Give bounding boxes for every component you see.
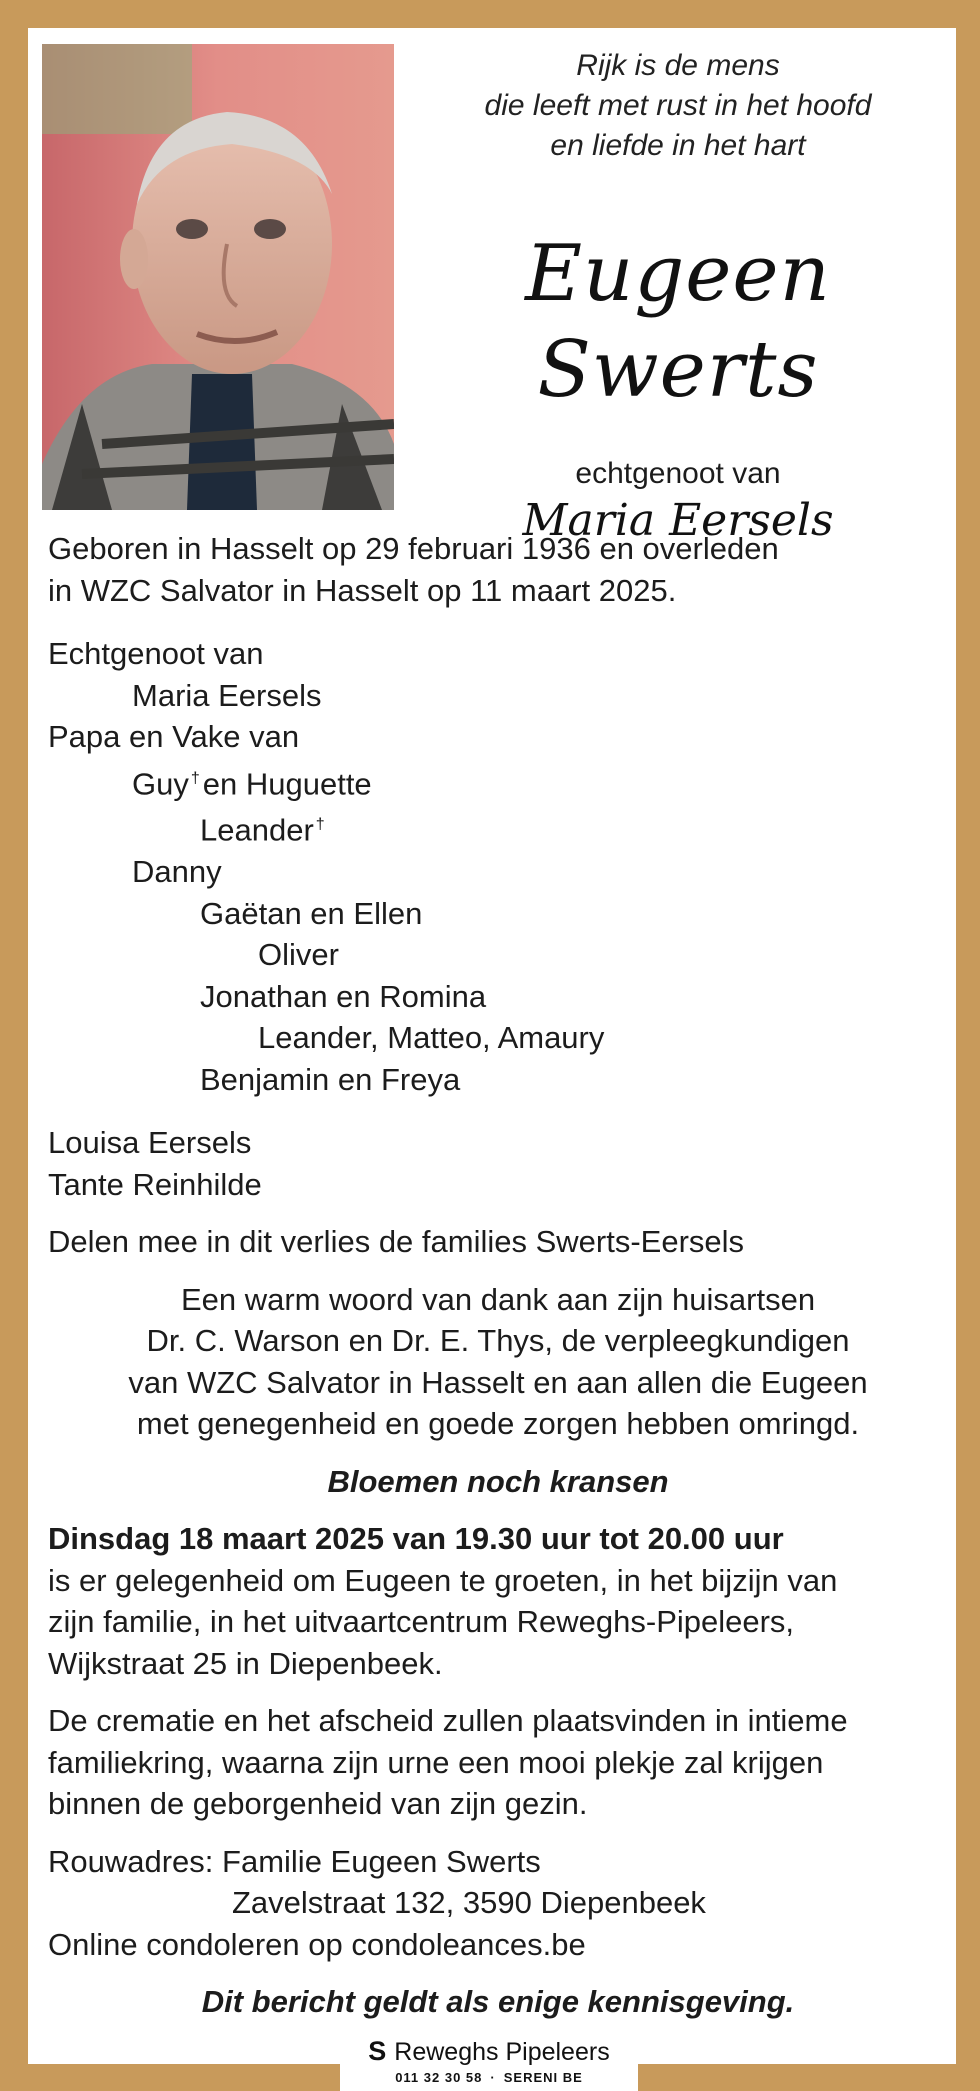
family-greatgrandchild-oliver: Oliver — [258, 937, 339, 973]
text-line: binnen de geborgenheid van zijn gezin. — [48, 1786, 588, 1822]
address-label: Rouwadres: Familie Eugeen Swerts — [48, 1843, 541, 1879]
family-child-guy — [48, 758, 948, 805]
text-line: Dr. C. Warson en Dr. E. Thys, de verpleegkundigen — [146, 1323, 850, 1359]
family-child-danny: Danny — [132, 854, 222, 890]
network-name: SERENI BE — [503, 2070, 583, 2085]
funeral-home-name: Reweghs Pipeleers — [394, 2038, 610, 2066]
cremation-text — [48, 1700, 948, 1825]
relative-name: Tante Reinhilde — [48, 1166, 262, 1202]
spouse-intro: echtgenoot van — [575, 457, 781, 490]
motto-line: die leeft met rust in het hoofd — [484, 89, 872, 122]
address-block — [48, 1841, 948, 1966]
motto — [408, 46, 948, 166]
address-street: Zavelstraat 132, 3590 Diepenbeek — [232, 1885, 706, 1921]
notice-line: Dit bericht geldt als enige kennisgeving. — [201, 1984, 795, 2020]
thanks-text — [48, 1279, 948, 1445]
deceased-name: Eugeen Swerts — [525, 229, 831, 415]
child-name: Guy — [132, 765, 189, 801]
logo-mark-icon: S — [368, 2036, 387, 2066]
family-label-spouse: Echtgenoot van — [48, 636, 264, 671]
visitation-text — [48, 1518, 948, 1684]
online-condolences: Online condoleren op condoleances.be — [48, 1926, 586, 1962]
families-line: Delen mee in dit verlies de families Swerts-Eersels — [48, 1224, 745, 1260]
text-line: van WZC Salvator in Hasselt en aan allen die Eugeen — [128, 1364, 868, 1400]
motto-line: en liefde in het hart — [550, 129, 806, 162]
family-grandchild-gaetan: Gaëtan en Ellen — [200, 895, 423, 931]
birth-death-text — [48, 528, 948, 611]
visitation-when: Dinsdag 18 maart 2025 van 19.30 uur tot 20.00 uur — [48, 1521, 784, 1557]
dagger-icon: † — [315, 816, 325, 834]
child-partner: en Huguette — [202, 765, 372, 801]
grandchild-name: Leander — [200, 812, 314, 848]
funeral-home-logo — [340, 2034, 638, 2069]
obituary-body — [48, 528, 948, 2023]
funeral-home-contact — [340, 2069, 638, 2087]
family-grandchild-leander — [48, 804, 948, 851]
text-line: zijn familie, in het uitvaartcentrum Reweghs-Pipeleers, — [48, 1604, 795, 1640]
text-line: Wijkstraat 25 in Diepenbeek. — [48, 1645, 443, 1681]
portrait-photo — [42, 44, 394, 510]
text-line: Een warm woord van dank aan zijn huisartsen — [180, 1281, 816, 1317]
portrait-illustration — [42, 44, 394, 510]
phone-number: 011 32 30 58 — [395, 2070, 483, 2085]
family-grandchild-jonathan: Jonathan en Romina — [200, 978, 487, 1014]
family-label-children: Papa en Vake van — [48, 719, 300, 754]
family-grandchild-benjamin: Benjamin en Freya — [200, 1061, 461, 1097]
text-line: in WZC Salvator in Hasselt op 11 maart 2025. — [48, 572, 677, 608]
text-line: is er gelegenheid om Eugeen te groeten, in het bijzijn van — [48, 1562, 838, 1598]
motto-line: Rijk is de mens — [576, 49, 780, 82]
family-spouse: Maria Eersels — [132, 677, 322, 713]
relatives — [48, 1122, 948, 1205]
dagger-icon: † — [190, 769, 200, 787]
obituary-card — [28, 28, 956, 2064]
text-line: Geboren in Hasselt op 29 februari 1936 en overleden — [48, 531, 779, 566]
funeral-home-footer — [340, 2030, 638, 2091]
flowers-note: Bloemen noch kransen — [327, 1463, 669, 1499]
header-block — [408, 46, 948, 548]
family-list — [48, 633, 948, 1100]
family-greatgrandchildren-jonathan: Leander, Matteo, Amaury — [258, 1020, 605, 1056]
relative-name: Louisa Eersels — [48, 1125, 252, 1161]
spouse-name: Maria Eersels — [522, 495, 834, 546]
separator: · — [490, 2070, 496, 2085]
text-line: De crematie en het afscheid zullen plaatsvinden in intieme — [48, 1703, 848, 1739]
text-line: met genegenheid en goede zorgen hebben omringd. — [136, 1406, 860, 1442]
text-line: familiekring, waarna zijn urne een mooi plekje zal krijgen — [48, 1744, 824, 1780]
